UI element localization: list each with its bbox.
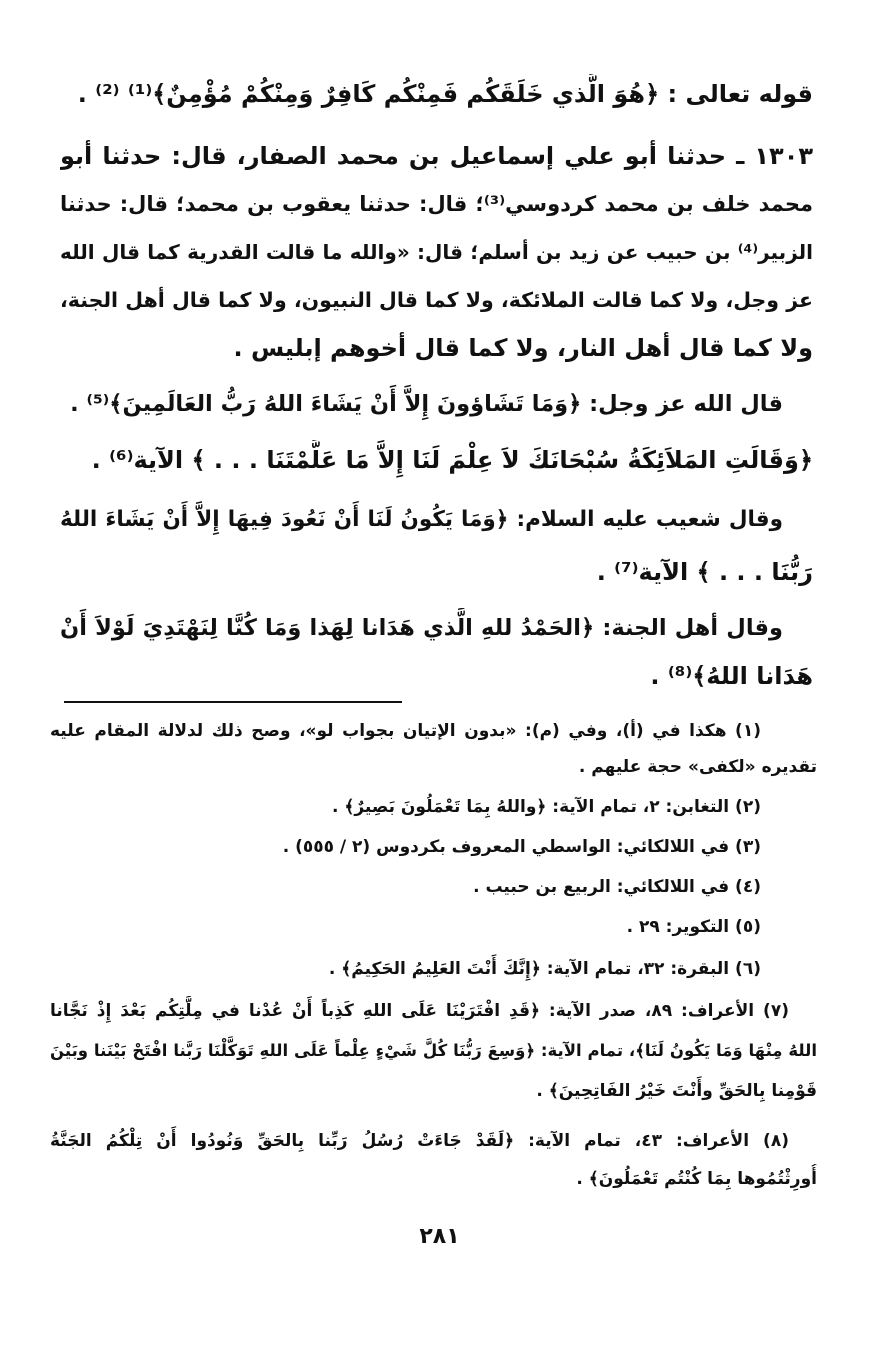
- footnote-line-3: (٢) التغابن: ٢، تمام الآية: ﴿واللهُ بِمَا تَعْمَلُونَ بَصِيرٌ﴾ .: [332, 797, 761, 817]
- footnote-line-4: (٣) في اللالكائي: الواسطي المعروف بكردوس (٢ / ٥٥٥) .: [282, 837, 761, 857]
- body-line-9: وقال شعيب عليه السلام: ﴿وَمَا يَكُونُ لَنَا أَنْ نَعُودَ فِيهَا إِلاَّ أَنْ يَشَاءَ اللهُ: [60, 507, 783, 532]
- footnote-line-12: أُورِثْتُمُوها بِمَا كُنْتُم تَعْمَلُونَ﴾ .: [576, 1169, 817, 1189]
- body-line-5: عز وجل، ولا كما قالت الملائكة، ولا كما قال النبيون، ولا كما قال أهل الجنة،: [60, 288, 813, 312]
- footnote-line-1: (١) هكذا في (أ)، وفي (م): «بدون الإتيان بجواب لو»، وصح ذلك لدلالة المقام عليه: [50, 721, 761, 741]
- body-line-1: قوله تعالى : ﴿هُوَ الَّذي خَلَقَكُم فَمِنْكُم كَافِرٌ وَمِنْكُمْ مُؤْمِنٌ﴾⁽¹⁾ ⁽²⁾ .: [77, 80, 813, 108]
- footnote-separator: [64, 701, 402, 703]
- body-line-6: ولا كما قال أهل النار، ولا كما قال أخوهم إبليس .: [233, 334, 813, 362]
- body-line-10: رَبُّنَا . . . ﴾ الآية⁽⁷⁾ .: [596, 558, 813, 586]
- body-line-4: الزبير⁽⁴⁾ بن حبيب عن زيد بن أسلم؛ قال: «والله ما قالت القدرية كما قال الله: [60, 240, 813, 264]
- body-line-2: ١٣٠٣ ـ حدثنا أبو علي إسماعيل بن محمد الصفار، قال: حدثنا أبو: [60, 142, 813, 170]
- footnote-line-7: (٦) البقرة: ٣٢، تمام الآية: ﴿إِنَّكَ أَنْتَ العَلِيمُ الحَكِيمُ﴾ .: [328, 959, 761, 979]
- body-line-11: وقال أهل الجنة: ﴿الحَمْدُ للهِ الَّذي هَدَانا لِهَذا وَمَا كُنَّا لِنَهْتَدِيَ لَوْلاَ أَنْ: [60, 615, 783, 641]
- page-number: ٢٨١: [419, 1224, 460, 1249]
- body-line-8: ﴿وَقَالَتِ المَلاَئِكَةُ سُبْحَانَكَ لاَ عِلْمَ لَنَا إِلاَّ مَا عَلَّمْتَنَا . . . ﴾ الآية⁽⁶⁾ .: [91, 446, 813, 474]
- footnote-line-6: (٥) التكوير: ٢٩ .: [626, 917, 761, 937]
- body-line-3: محمد خلف بن محمد كردوسي⁽³⁾؛ قال: حدثنا يعقوب بن محمد؛ قال: حدثنا: [60, 192, 813, 216]
- footnote-line-5: (٤) في اللالكائي: الربيع بن حبيب .: [473, 877, 761, 897]
- footnote-line-10: قَوْمِنا بِالحَقِّ وأَنْتَ خَيْرُ الفَاتِحِينَ﴾ .: [536, 1081, 817, 1101]
- footnote-line-2: تقديره «لكفى» حجة عليهم .: [578, 757, 817, 777]
- footnote-line-11: (٨) الأعراف: ٤٣، تمام الآية: ﴿لَقَدْ جَاءَتْ رُسُلُ رَبِّنا بِالحَقِّ وَنُودُوا أَنْ تِلْكُمُ الجَنَّةُ: [50, 1131, 789, 1151]
- footnote-line-8: (٧) الأعراف: ٨٩، صدر الآية: ﴿قَدِ افْتَرَيْنَا عَلَى اللهِ كَذِباً أَنْ عُدْنا في مِلَّتِكُم بَعْدَ إِذْ نَجَّانا: [50, 1001, 789, 1021]
- body-line-12: هَدَانا اللهُ﴾⁽⁸⁾ .: [650, 662, 813, 690]
- footnote-line-9: اللهُ مِنْهَا وَمَا يَكُونُ لَنَا﴾، تمام الآية: ﴿وَسِعَ رَبُّنَا كُلَّ شَيْءٍ عِلْماً عَلَى اللهِ تَوَكَّلْنَا رَبَّنا افْتَحْ بَيْنَنا وبَيْنَ: [50, 1041, 817, 1060]
- body-line-7: قال الله عز وجل: ﴿وَمَا تَشَاؤونَ إِلاَّ أَنْ يَشَاءَ اللهُ رَبُّ العَالَمِينَ﴾⁽⁵⁾ .: [70, 391, 783, 417]
